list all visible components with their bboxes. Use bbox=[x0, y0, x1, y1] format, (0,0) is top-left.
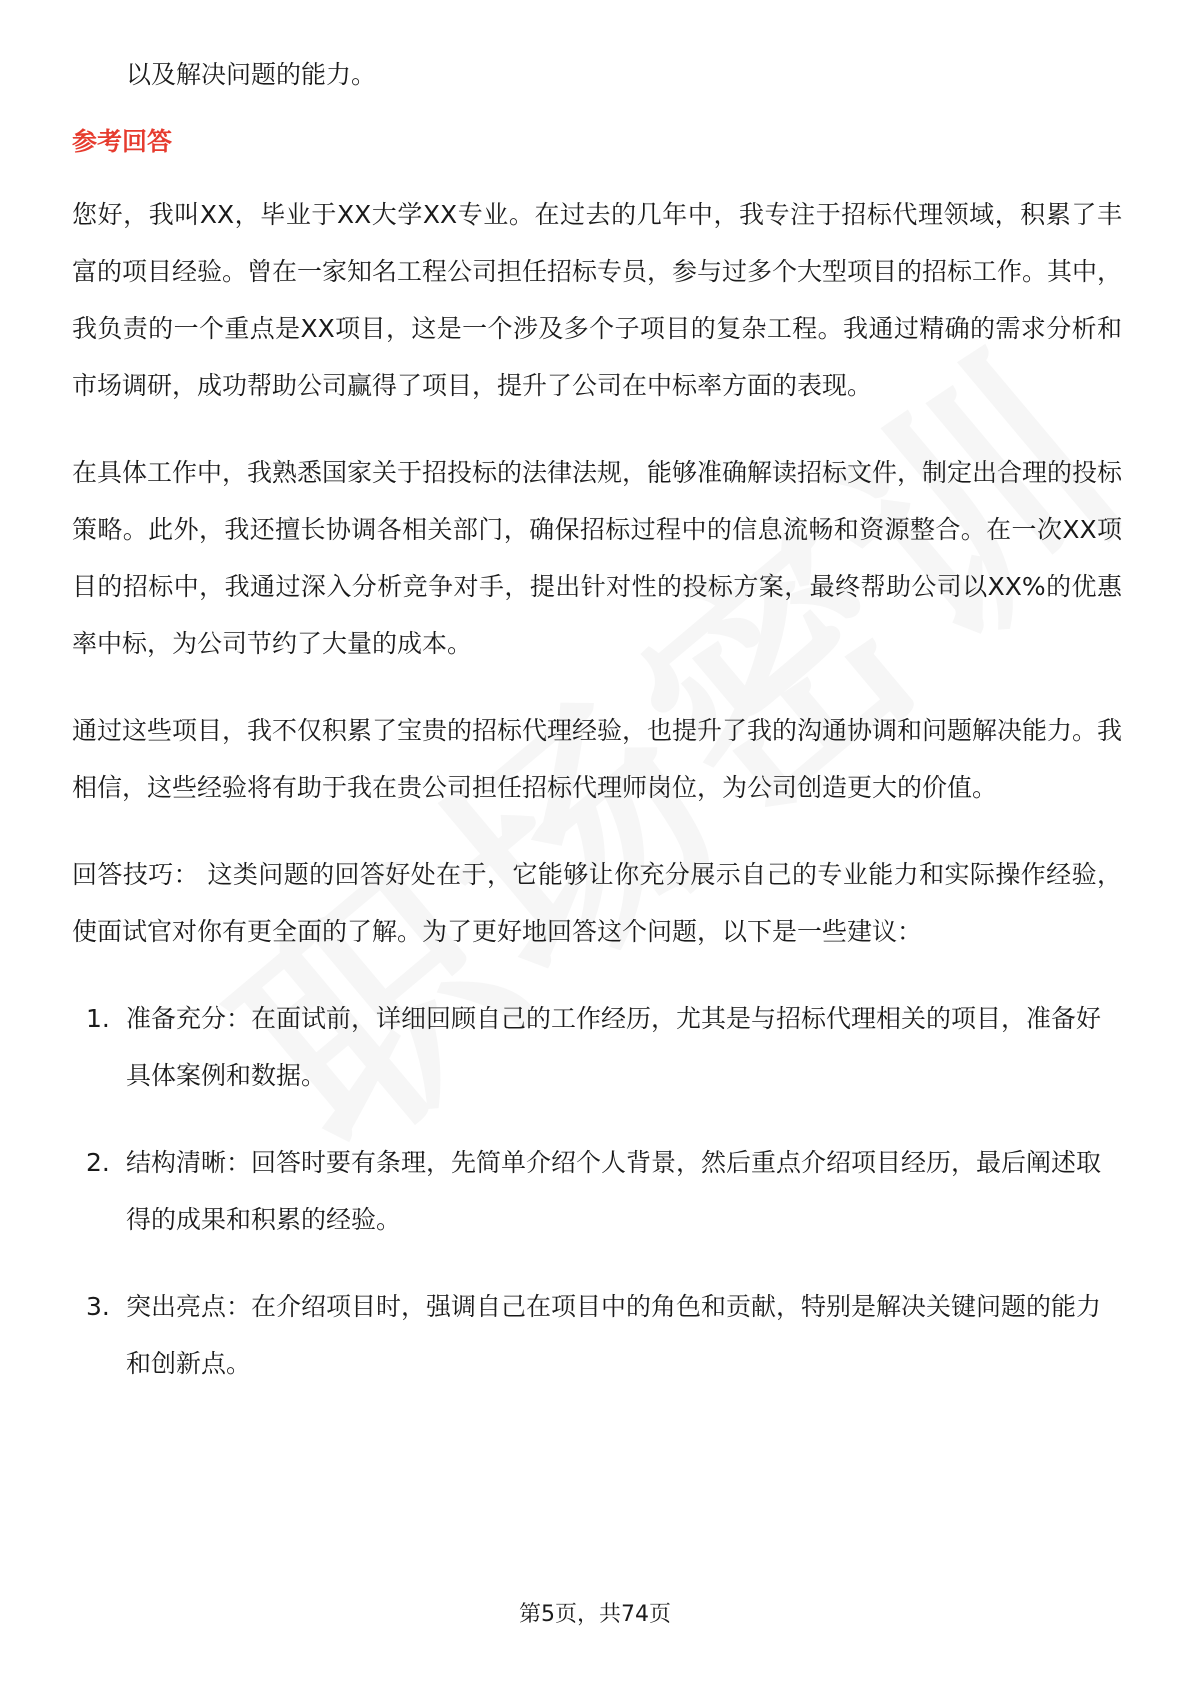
continuation-line: 以及解决问题的能力。 bbox=[126, 60, 377, 89]
paragraph-intro: 您好，我叫XX，毕业于XX大学XX专业。在过去的几年中，我专注于招标代理领域，积累了丰富的项目经验。曾在一家知名工程公司担任招标专员，参与过多个大型项目的招标工作。其中，我负责的一个重点是XX项目，这是一个涉及多个子项目的复杂工程。我通过精确的需求分析和市场调研，成功帮助公司赢得了项目，提升了公司在中标率方面的表现。 bbox=[72, 200, 1123, 400]
list-text: 结构清晰：回答时要有条理，先简单介绍个人背景，然后重点介绍项目经历，最后阐述取得的成果和积累的经验。 bbox=[126, 1148, 1102, 1234]
list-number: 3. bbox=[86, 1292, 110, 1321]
list-text: 准备充分：在面试前，详细回顾自己的工作经历，尤其是与招标代理相关的项目，准备好具体案例和数据。 bbox=[126, 1004, 1102, 1090]
list-number: 2. bbox=[86, 1148, 110, 1177]
list-item bbox=[72, 1278, 1122, 1392]
page-footer: 第5页，共74页 bbox=[519, 1602, 671, 1627]
list-text: 突出亮点：在介绍项目时，强调自己在项目中的角色和贡献，特别是解决关键问题的能力和创新点。 bbox=[126, 1292, 1102, 1378]
section-title: 参考回答 bbox=[72, 127, 173, 156]
list-item bbox=[72, 1134, 1122, 1248]
paragraph-summary: 通过这些项目，我不仅积累了宝贵的招标代理经验，也提升了我的沟通协调和问题解决能力。我相信，这些经验将有助于我在贵公司担任招标代理师岗位，为公司创造更大的价值。 bbox=[72, 716, 1123, 802]
list-number: 1. bbox=[86, 1004, 110, 1033]
paragraph-work: 在具体工作中，我熟悉国家关于招投标的法律法规，能够准确解读招标文件，制定出合理的投标策略。此外，我还擅长协调各相关部门，确保招标过程中的信息流畅和资源整合。在一次XX项目的招标中，我通过深入分析竞争对手，提出针对性的投标方案，最终帮助公司以XX%的优惠率中标，为公司节约了大量的成本。 bbox=[72, 458, 1123, 658]
tips-list bbox=[72, 990, 1122, 1392]
list-item bbox=[72, 990, 1122, 1104]
page-content bbox=[72, 48, 1122, 1422]
paragraph-tips-intro: 回答技巧： 这类问题的回答好处在于，它能够让你充分展示自己的专业能力和实际操作经验，使面试官对你有更全面的了解。为了更好地回答这个问题，以下是一些建议： bbox=[72, 860, 1122, 946]
